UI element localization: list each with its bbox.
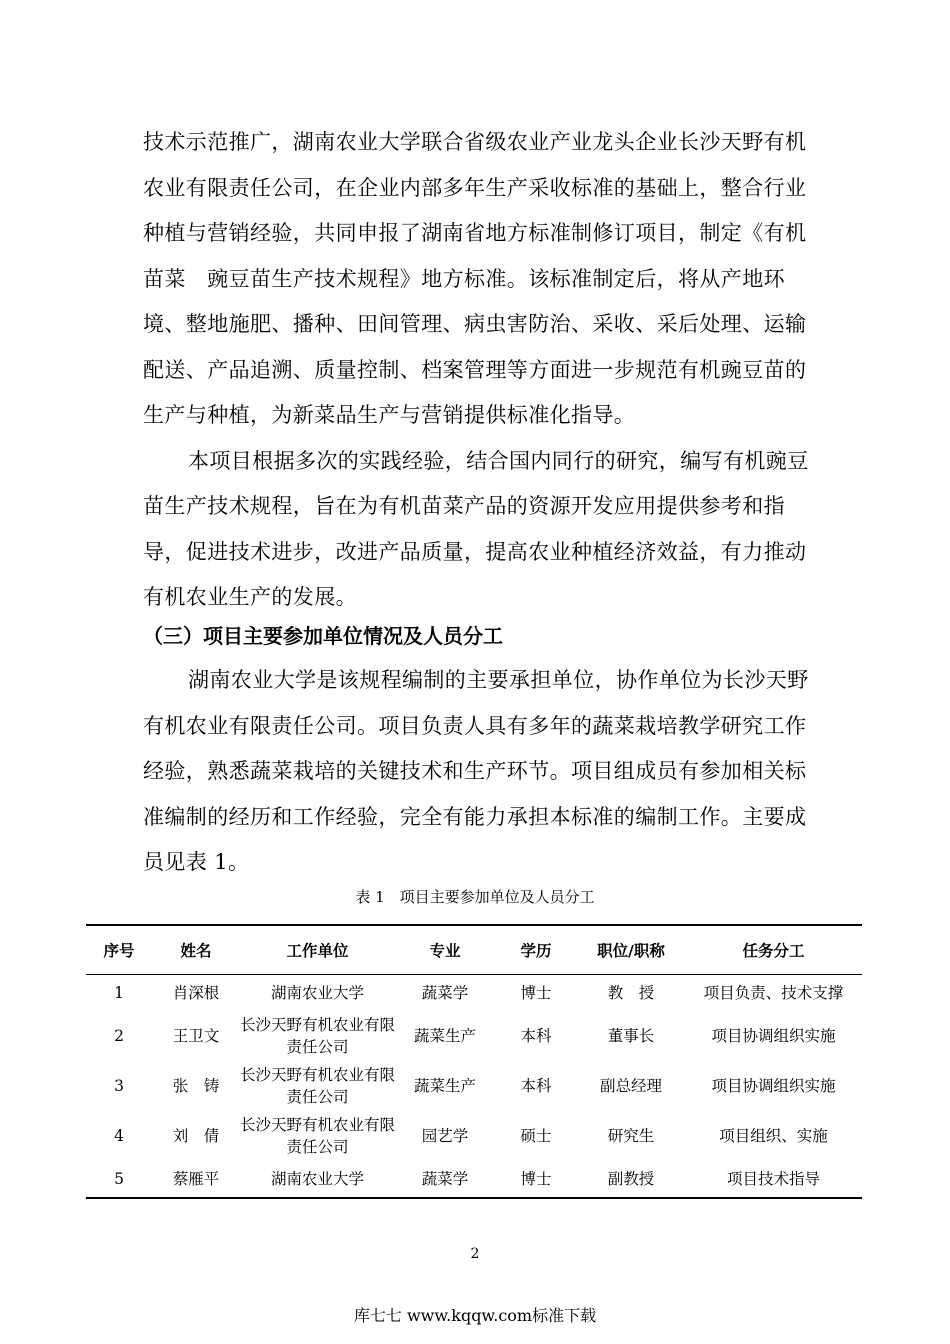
cell-index: 2 xyxy=(114,1027,124,1045)
header-title: 职位/职称 xyxy=(577,925,685,975)
cell-workplace: 长沙天野有机农业有限责任公司 xyxy=(240,1116,396,1156)
cell-name: 肖深根 xyxy=(172,984,220,1002)
header-name: 姓名 xyxy=(152,925,240,975)
cell-name: 蔡雁平 xyxy=(152,1161,240,1198)
cell-task: 项目协调组织实施 xyxy=(711,1027,836,1045)
cell-name: 刘 倩 xyxy=(172,1127,220,1145)
cell-task: 项目技术指导 xyxy=(685,1161,862,1198)
cell-name: 王卫文 xyxy=(172,1027,220,1045)
cell-degree: 本科 xyxy=(520,1077,552,1095)
cell-index: 3 xyxy=(114,1077,124,1095)
cell-major: 蔬菜学 xyxy=(421,984,469,1002)
paragraph-participating-units: 湖南农业大学是该规程编制的主要承担单位，协作单位为长沙天野有机农业有限责任公司。项目负责人具有多年的蔬菜栽培教学研究工作经验，熟悉蔬菜栽培的关键技术和生产环节。项目组成员有参加相关标准编制的经历和工作经验，完全有能力承担本标准的编制工作。主要成员见表 1。 xyxy=(143,668,809,874)
paragraph-project-purpose: 本项目根据多次的实践经验，结合国内同行的研究，编写有机豌豆苗生产技术规程，旨在为有机苗菜产品的资源开发应用提供参考和指导，促进技术进步，改进产品质量，提高农业种植经济效益，有力推动有机农业生产的发展。 xyxy=(143,448,809,609)
cell-workplace: 长沙天野有机农业有限责任公司 xyxy=(240,1016,396,1056)
footer-watermark-text: 库七七 www.kqqw.com标准下载 xyxy=(353,1306,597,1325)
cell-name: 张 铸 xyxy=(172,1077,220,1095)
cell-major: 蔬菜生产 xyxy=(413,1077,476,1095)
cell-degree: 本科 xyxy=(520,1027,552,1045)
cell-title: 董事长 xyxy=(607,1027,655,1045)
cell-workplace: 湖南农业大学 xyxy=(240,1161,395,1198)
table-row xyxy=(86,1161,862,1198)
header-workplace: 工作单位 xyxy=(240,925,395,975)
table-row xyxy=(86,975,862,1012)
table-row xyxy=(86,1011,862,1061)
cell-title: 副教授 xyxy=(577,1161,685,1198)
section-heading: （三）项目主要参加单位情况及人员分工 xyxy=(143,624,503,648)
staff-table xyxy=(86,924,862,1199)
cell-degree: 硕士 xyxy=(520,1127,552,1145)
cell-degree: 博士 xyxy=(495,1161,577,1198)
table-row xyxy=(86,1061,862,1111)
cell-index: 5 xyxy=(86,1161,152,1198)
table-row xyxy=(86,1111,862,1161)
cell-task: 项目组织、实施 xyxy=(719,1127,828,1145)
cell-major: 蔬菜生产 xyxy=(413,1027,476,1045)
cell-workplace: 长沙天野有机农业有限责任公司 xyxy=(240,1066,396,1106)
cell-major: 园艺学 xyxy=(421,1127,469,1145)
header-task: 任务分工 xyxy=(685,925,862,975)
cell-task: 项目负责、技术支撑 xyxy=(703,984,844,1002)
body-text-upper xyxy=(143,120,818,621)
table-caption: 表 1 项目主要参加单位及人员分工 xyxy=(355,888,595,906)
body-text-lower xyxy=(143,658,818,886)
cell-title: 教 授 xyxy=(607,984,655,1002)
header-degree: 学历 xyxy=(495,925,577,975)
header-major: 专业 xyxy=(395,925,495,975)
cell-index: 4 xyxy=(114,1127,124,1145)
table-header-row xyxy=(86,925,862,975)
cell-task: 项目协调组织实施 xyxy=(711,1077,836,1095)
cell-major: 蔬菜学 xyxy=(395,1161,495,1198)
cell-title: 研究生 xyxy=(607,1127,655,1145)
page-number: 2 xyxy=(470,1246,480,1262)
paragraph-standard-background: 技术示范推广，湖南农业大学联合省级农业产业龙头企业长沙天野有机农业有限责任公司，在企业内部多年生产采收标准的基础上，整合行业种植与营销经验，共同申报了湖南省地方标准制修订项目，制定《有机苗菜 豌豆苗生产技术规程》地方标准。该标准制定后，将从产地环境、整地施肥、播种、田间管理、病虫害防治、采收、采后处理、运输配送、产品追溯、质量控制、档案管理等方面进一步规范有机豌豆苗的生产与种植，为新菜品生产与营销提供标准化指导。 xyxy=(143,130,807,427)
cell-degree: 博士 xyxy=(520,984,552,1002)
cell-title: 副总经理 xyxy=(599,1077,662,1095)
cell-index: 1 xyxy=(114,984,124,1002)
header-index: 序号 xyxy=(86,925,152,975)
cell-workplace: 湖南农业大学 xyxy=(270,984,364,1002)
